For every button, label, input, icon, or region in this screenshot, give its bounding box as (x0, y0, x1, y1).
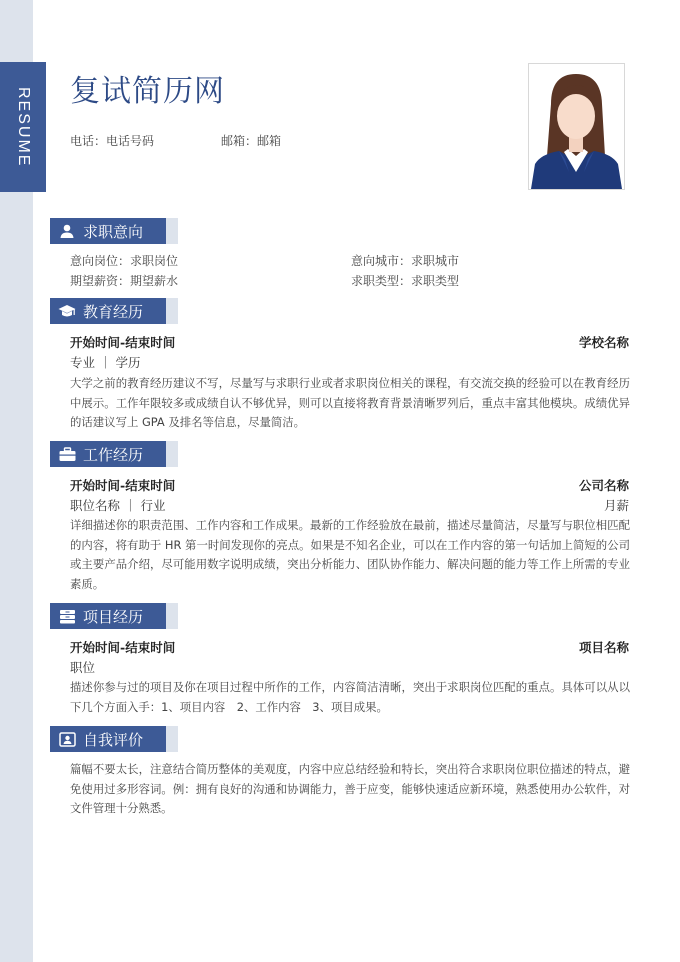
self-description: 篇幅不要太长，注意结合简历整体的美观度，内容中应总结经验和特长，突出符合求职岗位职位描述的特点，避免使用过多形容词。例：拥有良好的沟通和协调能力，善于应变，能够快速适应新环境，熟悉使用办公软件，对文件管理十分熟悉。 (70, 762, 630, 815)
person-icon (57, 221, 77, 241)
work-company: 公司名称 (578, 478, 629, 493)
project-name: 项目名称 (578, 640, 629, 655)
id-card-icon (57, 729, 77, 749)
intention-type: 求职类型：求职类型 (351, 274, 460, 288)
resume-tab (0, 62, 46, 192)
section-title-self: 自我评价 (83, 730, 144, 749)
section-title-education: 教育经历 (83, 302, 144, 321)
briefcase-icon (57, 444, 77, 464)
email-text: 邮箱：邮箱 (221, 134, 282, 148)
avatar-photo (528, 63, 625, 190)
work-description: 详细描述你的职责范围、工作内容和工作成果。最新的工作经验放在最前，描述尽量简洁，尽量写与职位相匹配的内容，将有助于 HR 第一时间发现你的亮点。如果是不知名企业，可以在工作内容的第一句话加上简短的公司或主要产品介绍，尽可能用数字说明成绩，突出分析能力、团队协作能力、解决问题的能力等工作上所需的专业素质。 (70, 518, 630, 591)
education-period: 开始时间-结束时间 (70, 335, 176, 350)
resume-label: RESUME (15, 86, 32, 168)
education-school: 学校名称 (578, 335, 629, 350)
intention-city: 意向城市：求职城市 (351, 254, 460, 268)
phone-text: 电话：电话号码 (70, 134, 155, 148)
stack-icon (57, 606, 77, 626)
project-description: 描述你参与过的项目及你在项目过程中所作的工作，内容简洁清晰，突出于求职岗位匹配的重点。具体可以从以下几个方面入手：1、项目内容 2、工作内容 3、项目成果。 (70, 680, 630, 714)
intention-salary: 期望薪资：期望薪水 (70, 274, 179, 288)
intention-position: 意向岗位：求职岗位 (70, 254, 179, 268)
section-title-intention: 求职意向 (83, 222, 144, 241)
page-title: 复试简历网 (70, 74, 225, 109)
work-position: 职位名称 ｜ 行业 (70, 498, 166, 513)
education-description: 大学之前的教育经历建议不写，尽量写与求职行业或者求职岗位相关的课程，有交流交换的经验可以在教育经历中展示。工作年限较多或成绩自认不够优异，则可以直接将教育背景清晰罗列后，重点丰富其他模块。成绩优异的话建议写上 GPA 及排名等信息，尽量简洁。 (70, 376, 630, 429)
section-title-work: 工作经历 (83, 445, 144, 464)
work-period: 开始时间-结束时间 (70, 478, 176, 493)
graduation-cap-icon (57, 301, 77, 321)
education-major: 专业 ｜ 学历 (70, 355, 141, 370)
work-salary: 月薪 (603, 498, 629, 513)
project-role: 职位 (70, 660, 96, 675)
project-period: 开始时间-结束时间 (70, 640, 176, 655)
section-title-project: 项目经历 (83, 607, 144, 626)
